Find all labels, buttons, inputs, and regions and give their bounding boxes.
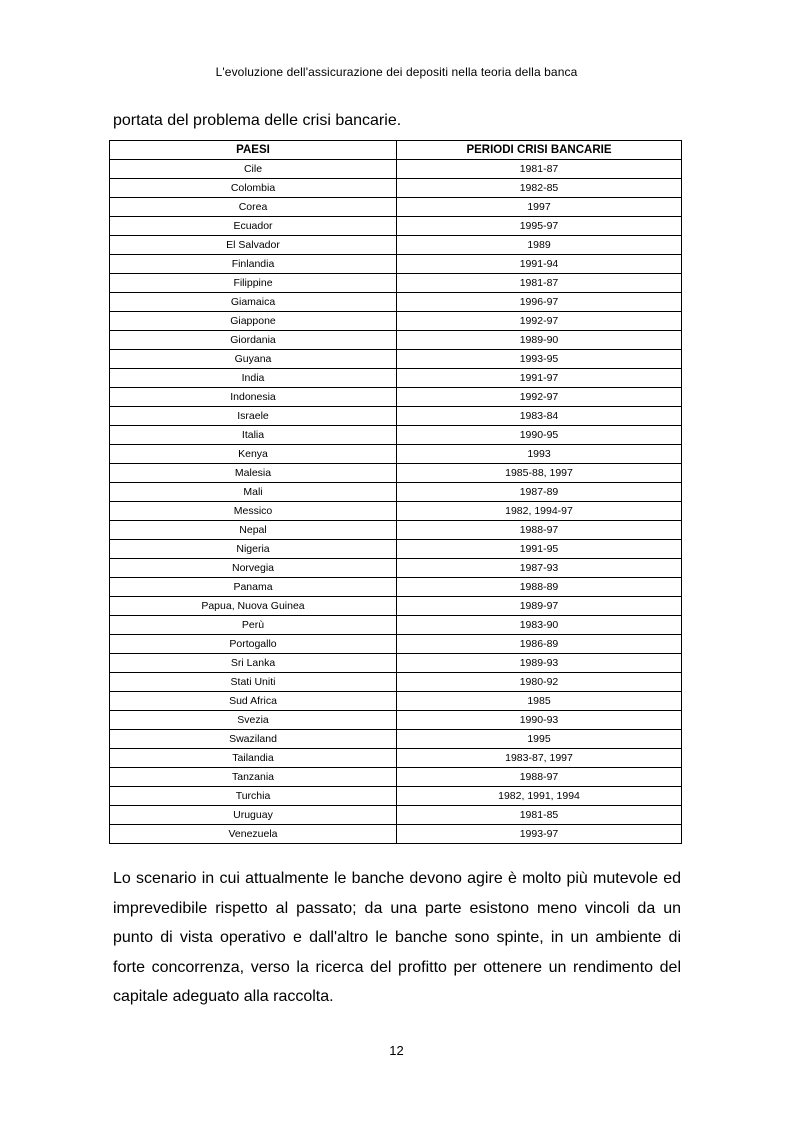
country-cell: Israele	[110, 407, 397, 426]
country-cell: Swaziland	[110, 730, 397, 749]
table-row	[110, 331, 682, 350]
crisis-period-cell: 1985-88, 1997	[397, 464, 682, 483]
crisis-period-cell: 1983-87, 1997	[397, 749, 682, 768]
column-header-paesi: PAESI	[110, 141, 397, 160]
table-row	[110, 388, 682, 407]
country-cell: Sri Lanka	[110, 654, 397, 673]
crisis-period-cell: 1983-84	[397, 407, 682, 426]
table-row	[110, 654, 682, 673]
table-row	[110, 369, 682, 388]
country-cell: Cile	[110, 160, 397, 179]
crisis-period-cell: 1983-90	[397, 616, 682, 635]
column-header-periodi: PERIODI CRISI BANCARIE	[397, 141, 682, 160]
country-cell: Malesia	[110, 464, 397, 483]
country-cell: Tailandia	[110, 749, 397, 768]
country-cell: Finlandia	[110, 255, 397, 274]
country-cell: Colombia	[110, 179, 397, 198]
country-cell: Kenya	[110, 445, 397, 464]
table-row	[110, 236, 682, 255]
table-row	[110, 559, 682, 578]
country-cell: Indonesia	[110, 388, 397, 407]
crisis-period-cell: 1986-89	[397, 635, 682, 654]
table-row	[110, 255, 682, 274]
crisis-period-cell: 1993-95	[397, 350, 682, 369]
crisis-period-cell: 1993-97	[397, 825, 682, 844]
crisis-period-cell: 1996-97	[397, 293, 682, 312]
country-cell: Mali	[110, 483, 397, 502]
table-row	[110, 464, 682, 483]
country-cell: Uruguay	[110, 806, 397, 825]
crisis-period-cell: 1988-97	[397, 521, 682, 540]
table-row	[110, 293, 682, 312]
crisis-period-cell: 1990-95	[397, 426, 682, 445]
country-cell: Papua, Nuova Guinea	[110, 597, 397, 616]
table-row	[110, 635, 682, 654]
table-row	[110, 806, 682, 825]
table-row	[110, 578, 682, 597]
crisis-period-cell: 1980-92	[397, 673, 682, 692]
crisis-period-cell: 1991-97	[397, 369, 682, 388]
country-cell: Italia	[110, 426, 397, 445]
country-cell: Sud Africa	[110, 692, 397, 711]
country-cell: Portogallo	[110, 635, 397, 654]
crisis-period-cell: 1989-97	[397, 597, 682, 616]
crisis-period-cell: 1985	[397, 692, 682, 711]
table-row	[110, 312, 682, 331]
table-row	[110, 616, 682, 635]
table-row	[110, 274, 682, 293]
crisis-period-cell: 1981-85	[397, 806, 682, 825]
crisis-period-cell: 1982, 1994-97	[397, 502, 682, 521]
country-cell: Panama	[110, 578, 397, 597]
table-row	[110, 407, 682, 426]
crisis-period-cell: 1981-87	[397, 160, 682, 179]
table-row	[110, 711, 682, 730]
body-paragraph: Lo scenario in cui attualmente le banche devono agire è molto più mutevole ed imprevedibile rispetto al passato; da una parte esistono meno vincoli da un punto di vista operativo e dall'altro le banche sono spinte, in un ambiente di forte concorrenza, verso la ricerca del profitto per ottenere un rendimento del capitale adeguato alla raccolta.	[113, 870, 681, 1005]
country-cell: Giordania	[110, 331, 397, 350]
table-row	[110, 749, 682, 768]
page-number: 12	[389, 1043, 404, 1058]
table-row	[110, 540, 682, 559]
table-row	[110, 179, 682, 198]
crisis-period-cell: 1988-97	[397, 768, 682, 787]
running-header: L'evoluzione dell'assicurazione dei depositi nella teoria della banca	[215, 65, 578, 79]
country-cell: Tanzania	[110, 768, 397, 787]
crisis-period-cell: 1988-89	[397, 578, 682, 597]
crisis-period-cell: 1989-90	[397, 331, 682, 350]
table-row	[110, 673, 682, 692]
table-row	[110, 787, 682, 806]
crisis-period-cell: 1991-95	[397, 540, 682, 559]
country-cell: Giamaica	[110, 293, 397, 312]
crisis-period-cell: 1991-94	[397, 255, 682, 274]
country-cell: Nigeria	[110, 540, 397, 559]
crisis-period-cell: 1982, 1991, 1994	[397, 787, 682, 806]
crisis-period-cell: 1989-93	[397, 654, 682, 673]
table-row	[110, 502, 682, 521]
crisis-period-cell: 1995	[397, 730, 682, 749]
country-cell: Ecuador	[110, 217, 397, 236]
table-row	[110, 426, 682, 445]
country-cell: Stati Uniti	[110, 673, 397, 692]
country-cell: Turchia	[110, 787, 397, 806]
table-row	[110, 521, 682, 540]
crisis-period-cell: 1992-97	[397, 388, 682, 407]
table-row	[110, 350, 682, 369]
country-cell: El Salvador	[110, 236, 397, 255]
crisis-period-cell: 1987-89	[397, 483, 682, 502]
country-cell: Nepal	[110, 521, 397, 540]
crisis-period-cell: 1981-87	[397, 274, 682, 293]
country-cell: Filippine	[110, 274, 397, 293]
table-row	[110, 483, 682, 502]
country-cell: Guyana	[110, 350, 397, 369]
country-cell: Svezia	[110, 711, 397, 730]
table-row	[110, 730, 682, 749]
table-row	[110, 692, 682, 711]
table-row	[110, 597, 682, 616]
country-cell: Norvegia	[110, 559, 397, 578]
country-cell: Perù	[110, 616, 397, 635]
intro-line: portata del problema delle crisi bancarie.	[113, 112, 402, 129]
table-row	[110, 825, 682, 844]
crisis-period-cell: 1992-97	[397, 312, 682, 331]
country-cell: Venezuela	[110, 825, 397, 844]
table-body	[110, 160, 682, 844]
crisis-period-cell: 1987-93	[397, 559, 682, 578]
banking-crisis-table	[109, 140, 682, 844]
crisis-period-cell: 1989	[397, 236, 682, 255]
crisis-period-cell: 1990-93	[397, 711, 682, 730]
table-row	[110, 198, 682, 217]
table-row	[110, 768, 682, 787]
crisis-period-cell: 1997	[397, 198, 682, 217]
crisis-period-cell: 1993	[397, 445, 682, 464]
crisis-period-cell: 1995-97	[397, 217, 682, 236]
table-header-row	[110, 141, 682, 160]
table-row	[110, 217, 682, 236]
country-cell: Giappone	[110, 312, 397, 331]
country-cell: Messico	[110, 502, 397, 521]
table-row	[110, 160, 682, 179]
country-cell: India	[110, 369, 397, 388]
table-row	[110, 445, 682, 464]
crisis-period-cell: 1982-85	[397, 179, 682, 198]
country-cell: Corea	[110, 198, 397, 217]
